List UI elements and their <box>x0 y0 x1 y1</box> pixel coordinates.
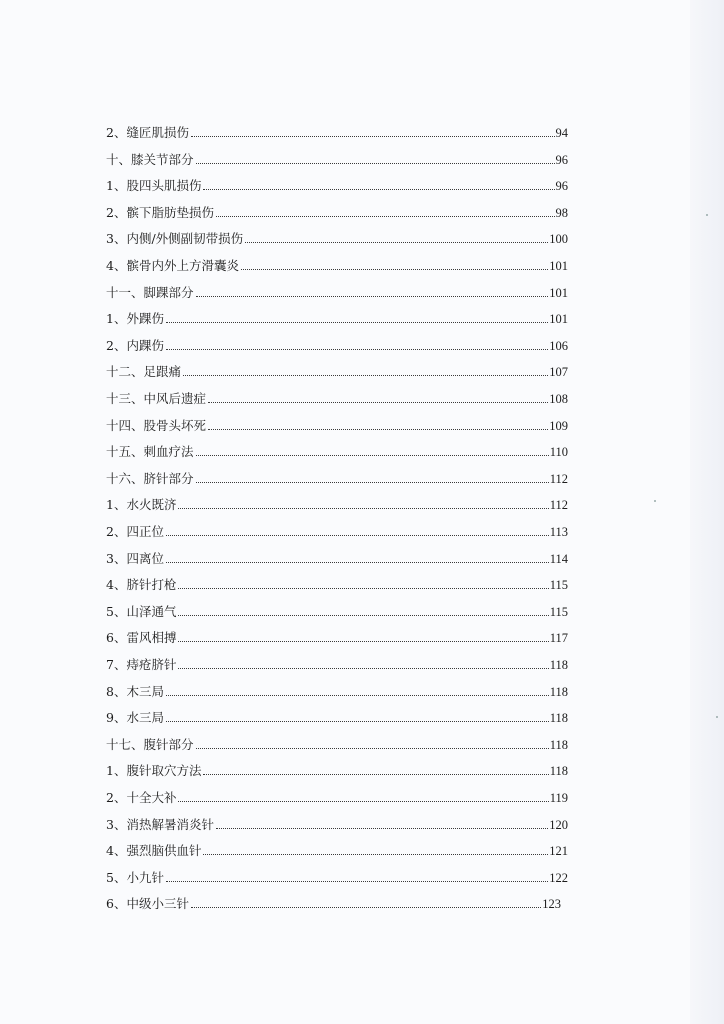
toc-page-number: 107 <box>549 365 568 380</box>
toc-dot-leader <box>196 295 549 297</box>
toc-page-number: 117 <box>549 631 568 646</box>
toc-entry <box>106 251 568 273</box>
toc-page-number: 112 <box>549 471 568 486</box>
toc-dot-leader <box>166 321 548 323</box>
toc-page-number: 101 <box>549 259 568 273</box>
toc-entry-title: 5、山泽通气 <box>106 603 177 619</box>
toc-page-number: 118 <box>549 658 568 672</box>
toc-entry-title: 1、水火既济 <box>106 497 177 513</box>
toc-entry <box>106 411 568 433</box>
toc-dot-leader <box>196 747 549 749</box>
toc-entry <box>106 783 568 805</box>
toc-entry <box>106 464 568 486</box>
toc-entry-title: 十三、中风后遗症 <box>106 391 207 406</box>
toc-dot-leader <box>178 614 548 616</box>
toc-page-number: 115 <box>549 578 568 593</box>
toc-page-number: 100 <box>549 232 568 247</box>
toc-entry-title: 4、髌骨内外上方滑囊炎 <box>106 258 239 273</box>
toc-page-number: 118 <box>549 684 568 699</box>
toc-page-number: 96 <box>555 152 568 167</box>
toc-entry <box>106 597 568 619</box>
toc-dot-leader <box>166 720 549 722</box>
toc-page-number: 123 <box>542 897 561 912</box>
toc-entry-title: 6、雷风相搏 <box>106 630 177 646</box>
toc-entry-title: 4、强烈脑供血针 <box>106 843 202 859</box>
toc-entry <box>106 703 568 725</box>
toc-entry <box>106 171 568 193</box>
toc-entry <box>106 278 568 300</box>
toc-entry-title: 6、中级小三针 <box>106 896 189 912</box>
toc-page-number: 106 <box>549 338 568 353</box>
toc-entry <box>106 198 568 220</box>
toc-page-number: 118 <box>549 711 568 726</box>
toc-entry <box>106 570 568 592</box>
toc-entry-title: 2、十全大补 <box>106 790 177 805</box>
toc-entry-title: 3、四离位 <box>106 550 164 566</box>
toc-entry <box>106 384 568 406</box>
toc-entry-title: 十七、腹针部分 <box>106 736 194 752</box>
toc-entry <box>106 889 561 911</box>
toc-entry <box>106 517 568 539</box>
toc-entry-title: 2、缝匠肌损伤 <box>106 125 189 140</box>
toc-page-number: 118 <box>549 764 568 779</box>
toc-page-number: 121 <box>549 844 568 859</box>
toc-entry-title: 2、内踝伤 <box>106 337 164 353</box>
toc-dot-leader <box>178 667 548 669</box>
toc-entry-title: 十四、股骨头坏死 <box>106 417 207 433</box>
toc-dot-leader <box>178 800 548 802</box>
toc-dot-leader <box>203 773 548 775</box>
toc-entry <box>106 810 568 832</box>
toc-page-number: 98 <box>555 205 568 220</box>
toc-dot-leader <box>196 162 555 164</box>
toc-entry <box>106 650 568 672</box>
toc-entry <box>106 623 568 645</box>
toc-entry <box>106 145 568 167</box>
toc-entry-title: 十一、脚踝部分 <box>106 284 194 300</box>
toc-dot-leader <box>166 880 548 882</box>
toc-entry <box>106 304 568 326</box>
toc-dot-leader <box>208 401 548 403</box>
toc-entry-title: 1、腹针取穴方法 <box>106 763 202 779</box>
toc-entry-title: 十、膝关节部分 <box>106 151 194 167</box>
toc-dot-leader <box>196 454 549 456</box>
toc-dot-leader <box>178 507 548 509</box>
toc-dot-leader <box>191 906 541 908</box>
toc-page-number: 113 <box>549 525 568 539</box>
scan-speck <box>716 716 718 718</box>
toc-page-number: 96 <box>555 179 568 194</box>
toc-dot-leader <box>196 481 549 483</box>
toc-page-number: 112 <box>549 498 568 513</box>
toc-dot-leader <box>166 534 549 536</box>
toc-entry-title: 2、四正位 <box>106 524 164 539</box>
toc-page-number: 110 <box>549 445 568 460</box>
toc-dot-leader <box>203 853 548 855</box>
toc-page-number: 118 <box>549 737 568 752</box>
toc-entry-title: 9、水三局 <box>106 710 164 726</box>
toc-entry-title: 4、脐针打枪 <box>106 577 177 593</box>
toc-page-number: 114 <box>549 551 568 566</box>
toc-page-number: 109 <box>549 418 568 433</box>
toc-page-number: 101 <box>549 285 568 300</box>
scan-edge-shadow <box>690 0 724 1024</box>
toc-entry <box>106 118 568 140</box>
toc-dot-leader <box>241 268 548 270</box>
toc-entry-title: 3、内侧/外侧副韧带损伤 <box>106 231 244 247</box>
toc-entry <box>106 677 568 699</box>
toc-entry-title: 十五、刺血疗法 <box>106 444 194 460</box>
scan-speck <box>706 214 708 216</box>
scan-speck <box>654 500 656 502</box>
toc-entry-title: 7、痔疮脐针 <box>106 657 177 672</box>
toc-page-number: 119 <box>549 791 568 805</box>
toc-dot-leader <box>166 694 549 696</box>
toc-dot-leader <box>191 135 555 137</box>
toc-dot-leader <box>166 348 548 350</box>
toc-dot-leader <box>216 827 548 829</box>
toc-dot-leader <box>178 640 548 642</box>
toc-entry-title: 3、消热解暑消炎针 <box>106 816 214 832</box>
toc-entry-title: 2、髌下脂肪垫损伤 <box>106 204 214 220</box>
toc-dot-leader <box>178 587 548 589</box>
toc-entry-title: 1、股四头肌损伤 <box>106 178 202 194</box>
toc-dot-leader <box>203 188 554 190</box>
toc-entry-title: 十六、脐针部分 <box>106 470 194 486</box>
toc-entry <box>106 863 568 885</box>
toc-page-number: 122 <box>549 870 568 885</box>
toc-entry <box>106 544 568 566</box>
toc-entry-title: 8、木三局 <box>106 683 164 699</box>
toc-entry <box>106 224 568 246</box>
toc-entry <box>106 437 568 459</box>
toc-entry <box>106 490 568 512</box>
toc-entry-title: 5、小九针 <box>106 869 164 885</box>
toc-entry <box>106 756 568 778</box>
toc-page-number: 120 <box>549 817 568 832</box>
toc-dot-leader <box>166 561 549 563</box>
toc-page-number: 94 <box>555 126 568 140</box>
toc-page-number: 115 <box>549 604 568 619</box>
toc-entry-title: 十二、足跟痛 <box>106 364 182 380</box>
toc-dot-leader <box>208 428 548 430</box>
toc-entry <box>106 331 568 353</box>
toc-entry-title: 1、外踝伤 <box>106 311 164 327</box>
toc-entry <box>106 357 568 379</box>
toc-page-number: 108 <box>549 392 568 406</box>
toc-page-number: 101 <box>549 312 568 327</box>
toc-dot-leader <box>245 241 548 243</box>
toc-entry <box>106 836 568 858</box>
toc-dot-leader <box>216 215 555 217</box>
toc-dot-leader <box>183 374 548 376</box>
toc-entry <box>106 730 568 752</box>
